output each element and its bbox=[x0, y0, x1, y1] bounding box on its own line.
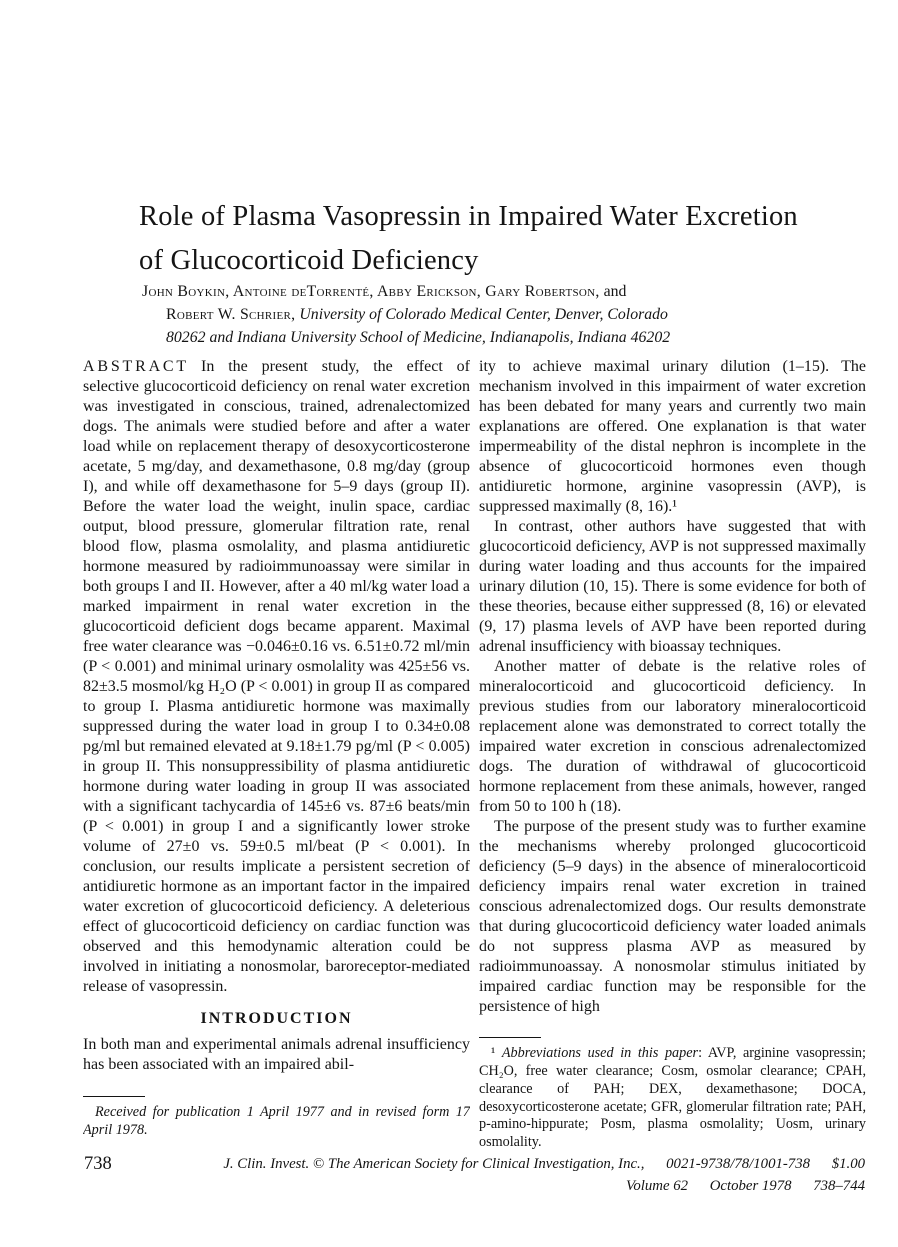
author-block bbox=[142, 280, 842, 349]
right-column bbox=[479, 357, 866, 1158]
imprint-line-1 bbox=[112, 1153, 865, 1175]
author-line-3 bbox=[166, 326, 842, 349]
page-footer bbox=[84, 1153, 865, 1197]
author-last-name: Robert W. Schrier, bbox=[166, 306, 296, 323]
body-paragraph-2: In contrast, other authors have suggested that with glucocorticoid deficiency, AVP is not suppressed maximally during water loading and thus accounts for the impaired urinary dilution (10, 15). There is some evidence for both of these theories, because either suppressed (8, 16) or elevated (9, 17) plasma levels of AVP have been reported during adrenal insufficiency with bioassay techniques. bbox=[479, 518, 866, 655]
page-number: 738 bbox=[84, 1154, 112, 1174]
body-paragraph-1: ity to achieve maximal urinary dilution (1–15). The mechanism involved in this impairment of water excretion has been debated for many years and currently two main explanations are offered. One explanation is that water impermeability of the distal nephron is incomplete in the absence of glucocorticoid hormones even though antidiuretic hormone, arginine vasopressin (AVP), is suppressed maximally (8, 16).¹ bbox=[479, 358, 866, 515]
volume-label: Volume 62 bbox=[625, 1178, 689, 1194]
abbreviations-list: : AVP, arginine vasopressin; CH₂O, free water clearance; Cosm, osmolar clearance; CPAH, clearance of PAH; DEX, dexamethasone; DOCA, desoxycorticosterone acetate; GFR, glomerular filtration rate; PAH, p-amino-hippurate; Posm, plasma osmolality; Uosm, urinary osmolality. bbox=[479, 1045, 866, 1151]
article-title bbox=[139, 195, 879, 283]
received-footnote-text: Received for publication 1 April 1977 and in revised form 17 April 1978. bbox=[83, 1104, 470, 1139]
left-column bbox=[83, 357, 470, 1158]
article-title-line-2: of Glucocorticoid Deficiency bbox=[139, 245, 479, 277]
article-title-line-1: Role of Plasma Vasopressin in Impaired Water Excretion bbox=[139, 201, 798, 233]
author-names: John Boykin, Antoine deTorrenté, Abby Erickson, Gary Robertson, bbox=[142, 283, 600, 300]
author-and: and bbox=[603, 283, 627, 300]
abstract-paragraph bbox=[83, 357, 470, 997]
journal-citation: J. Clin. Invest. © The American Society for Clinical Investigation, Inc., bbox=[223, 1156, 645, 1172]
abstract-text: In the present study, the effect of selective glucocorticoid deficiency on renal water excretion was investigated in conscious, trained, adrenalectomized dogs. The animals were studied before and after a water load while on replacement therapy of desoxycorticosterone acetate, 5 mg/day, and dexamethasone, 0.8 mg/day (group I), and while off dexamethasone for 5–9 days (group II). Before the water load the weight, inulin space, cardiac output, blood pressure, glomerular filtration rate, renal blood flow, plasma osmolality, and plasma antidiuretic hormone measured by radioimmunoassay were similar in both groups I and II. However, after a 40 ml/kg water load a marked impairment in renal water excretion in the glucocorticoid deficient dogs became apparent. Maximal free water clearance was −0.046±0.16 vs. 6.51±0.72 ml/min (P < 0.001) and minimal urinary osmolality was 425±56 vs. 82±3.5 mosmol/kg H₂O (P < 0.001) in group II as compared to group I. Plasma antidiuretic hormone was maximally suppressed during the water load in group I to 0.34±0.08 pg/ml but remained elevated at 9.18±1.79 pg/ml (P < 0.005) in group II. This nonsuppressibility of plasma antidiuretic hormone during water loading in group II was associated with a significant tachycardia of 145±6 vs. 87±6 beats/min (P < 0.001) in group I and a significantly lower stroke volume of 27±0 vs. 59±0.5 ml/beat (P < 0.001). In conclusion, our results implicate a persistent secretion of antidiuretic hormone as an important factor in the impaired water excretion of glucocorticoid deficiency. A deleterious effect of glucocorticoid deficiency on cardiac function was observed and this hemodynamic alteration could be involved in initiating a nonosmolar, baroreceptor-mediated release of vasopressin. bbox=[83, 358, 470, 995]
abstract-label: ABSTRACT bbox=[83, 358, 189, 375]
imprint-line-2 bbox=[112, 1175, 865, 1197]
author-line-1 bbox=[142, 280, 842, 303]
body-paragraph-4: The purpose of the present study was to further examine the mechanisms whereby prolonged glucocorticoid deficiency (5–9 days) in the absence of mineralocorticoid deficiency impairs renal water excretion in trained conscious adrenalectomized dogs. Our results demonstrate that during glucocorticoid deficiency water loaded animals do not suppress plasma AVP as measured by radioimmunoassay. A nonosmolar stimulus initiated by impaired cardiac function may be responsible for the persistence of high bbox=[479, 818, 866, 1015]
received-footnote bbox=[83, 1096, 470, 1140]
abbreviations-footnote-text bbox=[479, 1045, 866, 1152]
affiliation-part-2: 80262 and Indiana University School of Medicine, Indianapolis, Indiana 46202 bbox=[166, 329, 671, 346]
page-range: 738–744 bbox=[813, 1178, 865, 1194]
affiliation-part-1: University of Colorado Medical Center, Denver, Colorado bbox=[299, 306, 668, 323]
footnote-rule bbox=[479, 1037, 541, 1038]
abbreviations-footnote bbox=[479, 1037, 866, 1152]
journal-imprint bbox=[112, 1153, 865, 1197]
author-line-2 bbox=[166, 303, 842, 326]
introduction-paragraph: In both man and experimental animals adrenal insufficiency has been associated with an impaired abil- bbox=[83, 1036, 470, 1073]
issn-code: 0021-9738/78/1001-738 bbox=[666, 1156, 810, 1172]
footnote-rule bbox=[83, 1096, 145, 1097]
introduction-heading: INTRODUCTION bbox=[200, 1010, 353, 1027]
footnote-marker: ¹ bbox=[491, 1045, 502, 1062]
abbreviations-lead: Abbreviations used in this paper bbox=[501, 1045, 699, 1062]
price: $1.00 bbox=[831, 1156, 865, 1172]
issue-date: October 1978 bbox=[709, 1178, 792, 1194]
body-paragraph-3: Another matter of debate is the relative roles of mineralocorticoid and glucocorticoid deficiency. In previous studies from our laboratory mineralocorticoid replacement alone was demonstrated to correct totally the impaired water excretion in conscious adrenalectomized dogs. The duration of withdrawal of glucocorticoid hormone replacement from these animals, however, ranged from 50 to 100 h (18). bbox=[479, 658, 866, 815]
